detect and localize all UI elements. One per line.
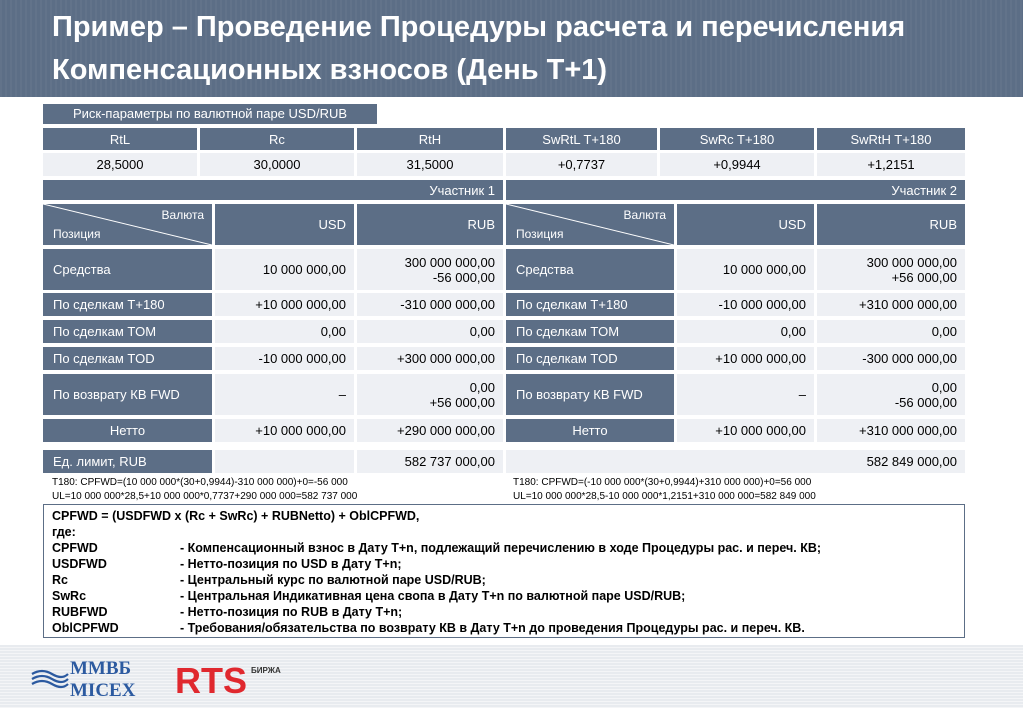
rts-subtext: БИРЖА — [251, 666, 281, 675]
risk-value-swrth: +1,2151 — [817, 153, 965, 176]
position-label: Позиция — [516, 227, 564, 241]
participant-1-title: Участник 1 — [43, 180, 503, 200]
legend-term: CPFWD — [52, 541, 98, 555]
formula-legend — [43, 504, 965, 638]
participant-2-title: Участник 2 — [506, 180, 965, 200]
p1-funds-rub-line2: -56 000,00 — [432, 269, 495, 285]
legend-term: USDFWD — [52, 557, 107, 571]
p1-fwd-usd: – — [215, 374, 354, 415]
legend-formula: CPFWD = (USDFWD x (Rc + SwRc) + RUBNetto) + OblCPFWD, — [52, 509, 420, 523]
p2-row-label-tom: По сделкам TOM — [506, 320, 674, 343]
p2-fwd-rub — [817, 374, 965, 415]
p2-row-label-tod: По сделкам TOD — [506, 347, 674, 370]
legend-item — [52, 604, 956, 620]
currency-label: Валюта — [623, 208, 666, 222]
p1-tom-rub: 0,00 — [357, 320, 503, 343]
p2-funds-usd: 10 000 000,00 — [677, 249, 814, 290]
risk-header-swrth: SwRtH T+180 — [817, 128, 965, 150]
p2-funds-rub-line2: +56 000,00 — [891, 269, 957, 285]
p2-funds-rub — [817, 249, 965, 290]
risk-header-rth: RtH — [357, 128, 503, 150]
p1-row-label-tom: По сделкам TOM — [43, 320, 212, 343]
p1-formula-ul: UL=10 000 000*28,5+10 000 000*0,7737+290 000 000=582 737 000 — [52, 491, 358, 502]
risk-params-label: Риск-параметры по валютной паре USD/RUB — [43, 104, 377, 124]
legend-definition: - Нетто-позиция по USD в Дату Т+n; — [180, 557, 402, 571]
slide-footer — [0, 645, 1023, 708]
legend-term: SwRc — [52, 589, 87, 603]
participant-1-col-usd: USD — [215, 204, 354, 245]
p1-funds-usd: 10 000 000,00 — [215, 249, 354, 290]
p2-row-label-netto: Нетто — [506, 419, 674, 442]
p2-t180-usd: -10 000 000,00 — [677, 293, 814, 316]
currency-label: Валюта — [161, 208, 204, 222]
p1-fwd-rub-line1: 0,00 — [469, 379, 495, 395]
p2-formula-ul: UL=10 000 000*28,5-10 000 000*1,2151+310 000 000=582 849 000 — [513, 491, 816, 502]
p2-fwd-rub-line2: -56 000,00 — [894, 394, 957, 410]
micex-waves-icon — [30, 656, 150, 700]
p1-netto-usd: +10 000 000,00 — [215, 419, 354, 442]
p2-tod-rub: -300 000 000,00 — [817, 347, 965, 370]
p2-netto-rub: +310 000 000,00 — [817, 419, 965, 442]
p1-tod-rub: +300 000 000,00 — [357, 347, 503, 370]
p2-row-label-funds: Средства — [506, 249, 674, 290]
p1-limit-label: Ед. лимит, RUB — [43, 450, 212, 473]
p1-limit-blank — [215, 450, 354, 473]
micex-text-en: MICEX — [70, 680, 136, 700]
risk-value-rth: 31,5000 — [357, 153, 503, 176]
risk-value-rc: 30,0000 — [200, 153, 354, 176]
p2-row-label-t180: По сделкам Т+180 — [506, 293, 674, 316]
legend-definition: - Центральная Индикативная цена свопа в Дату Т+n по валютной паре USD/RUB; — [180, 589, 686, 603]
p2-formula-cpfwd: T180: CPFWD=(-10 000 000*(30+0,9944)+310 000 000)+0=56 000 — [513, 477, 812, 488]
legend-term: RUBFWD — [52, 605, 108, 619]
p2-t180-rub: +310 000 000,00 — [817, 293, 965, 316]
legend-definition: - Компенсационный взнос в Дату Т+n, подлежащий перечислению в ходе Процедуры рас. и переч. КВ; — [180, 541, 822, 555]
participant-1-col-rub: RUB — [357, 204, 503, 245]
p1-t180-usd: +10 000 000,00 — [215, 293, 354, 316]
p2-netto-usd: +10 000 000,00 — [677, 419, 814, 442]
p1-tod-usd: -10 000 000,00 — [215, 347, 354, 370]
legend-term: Rc — [52, 573, 68, 587]
p2-tom-rub: 0,00 — [817, 320, 965, 343]
p1-limit-value: 582 737 000,00 — [357, 450, 503, 473]
legend-where: где: — [52, 525, 76, 539]
p1-row-label-funds: Средства — [43, 249, 212, 290]
risk-header-rc: Rc — [200, 128, 354, 150]
micex-logo — [30, 656, 150, 705]
p1-netto-rub: +290 000 000,00 — [357, 419, 503, 442]
p2-tom-usd: 0,00 — [677, 320, 814, 343]
legend-item — [52, 572, 956, 588]
participant-2-col-usd: USD — [677, 204, 814, 245]
p1-row-label-netto: Нетто — [43, 419, 212, 442]
legend-definition: - Требования/обязательства по возврату КВ в Дату Т+n до проведения Процедуры рас. и переч. КВ. — [180, 621, 805, 635]
slide-title: Пример – Проведение Процедуры расчета и перечисления Компенсационных взносов (День Т+1) — [52, 11, 906, 86]
p1-fwd-rub — [357, 374, 503, 415]
legend-item — [52, 556, 956, 572]
rts-text: RTS — [175, 660, 247, 700]
p1-formula-cpfwd: T180: CPFWD=(10 000 000*(30+0,9944)-310 000 000)+0=-56 000 — [52, 477, 348, 488]
risk-header-rtl: RtL — [43, 128, 197, 150]
p1-tom-usd: 0,00 — [215, 320, 354, 343]
p1-row-label-fwd: По возврату КВ FWD — [43, 374, 212, 415]
participant-1-diagonal-header — [43, 204, 212, 245]
risk-value-swrtl: +0,7737 — [506, 153, 657, 176]
p2-fwd-usd: – — [677, 374, 814, 415]
p1-fwd-rub-line2: +56 000,00 — [429, 394, 495, 410]
p2-row-label-fwd: По возврату КВ FWD — [506, 374, 674, 415]
p2-tod-usd: +10 000 000,00 — [677, 347, 814, 370]
risk-header-swrc: SwRc T+180 — [660, 128, 814, 150]
legend-item — [52, 620, 956, 636]
p1-funds-rub — [357, 249, 503, 290]
p2-fwd-rub-line1: 0,00 — [931, 379, 957, 395]
legend-item — [52, 540, 956, 556]
p1-t180-rub: -310 000 000,00 — [357, 293, 503, 316]
rts-logo-mark — [175, 660, 295, 700]
legend-term: OblCPFWD — [52, 621, 119, 635]
p1-row-label-t180: По сделкам Т+180 — [43, 293, 212, 316]
legend-definition: - Центральный курс по валютной паре USD/RUB; — [180, 573, 486, 587]
rts-logo — [175, 660, 295, 705]
participant-2-diagonal-header — [506, 204, 674, 245]
risk-value-rtl: 28,5000 — [43, 153, 197, 176]
participant-2-col-rub: RUB — [817, 204, 965, 245]
p1-row-label-tod: По сделкам TOD — [43, 347, 212, 370]
legend-item — [52, 588, 956, 604]
p2-limit-value: 582 849 000,00 — [506, 450, 965, 473]
risk-header-swrtl: SwRtL T+180 — [506, 128, 657, 150]
risk-value-swrc: +0,9944 — [660, 153, 814, 176]
legend-definition: - Нетто-позиция по RUB в Дату Т+n; — [180, 605, 403, 619]
p2-funds-rub-line1: 300 000 000,00 — [866, 254, 957, 270]
p1-funds-rub-line1: 300 000 000,00 — [404, 254, 495, 270]
micex-text-ru: ММВБ — [70, 658, 132, 679]
position-label: Позиция — [53, 227, 101, 241]
